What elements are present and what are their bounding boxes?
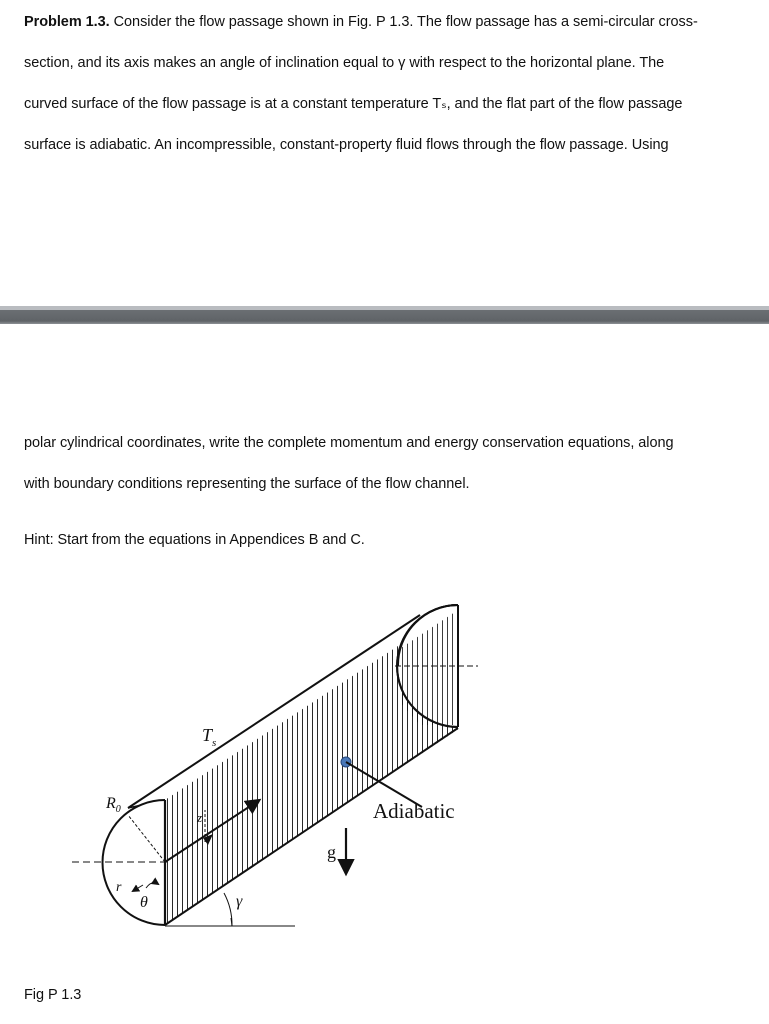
gravity-label: g: [327, 842, 336, 862]
problem-line-1-text: Consider the flow passage shown in Fig. P 1.3. The flow passage has a semi-circular cross-: [109, 14, 698, 30]
hint-text: Hint: Start from the equations in Appendices B and C.: [24, 532, 365, 548]
radius-label: $R_0$: [106, 795, 121, 815]
inclination-label: γ: [236, 893, 243, 910]
problem-line-1: [24, 13, 698, 31]
flow-passage-figure: [0, 560, 769, 990]
problem-line-4: surface is adiabatic. An incompressible, constant-property fluid flows through the flow passage. Using: [24, 137, 669, 153]
radial-label: r: [116, 880, 122, 895]
page-break: [0, 306, 769, 324]
adiabatic-label: Adiabatic: [373, 799, 455, 823]
problem-line-5: polar cylindrical coordinates, write the complete momentum and energy conservation equations, along: [24, 435, 674, 451]
problem-line-3: curved surface of the flow passage is at a constant temperature Tₛ, and the flat part of the flow passage: [24, 96, 683, 112]
problem-line-2: section, and its axis makes an angle of inclination equal to γ with respect to the horizontal plane. The: [24, 55, 665, 71]
inclination-arc: [224, 893, 232, 926]
surface-temp-label: $T_s$: [202, 725, 217, 749]
figure-caption: Fig P 1.3: [24, 987, 82, 1003]
problem-line-6: with boundary conditions representing the surface of the flow channel.: [24, 476, 470, 492]
axial-label: z: [197, 810, 203, 825]
angle-label: θ: [140, 894, 148, 911]
problem-heading: Problem 1.3.: [24, 14, 110, 30]
